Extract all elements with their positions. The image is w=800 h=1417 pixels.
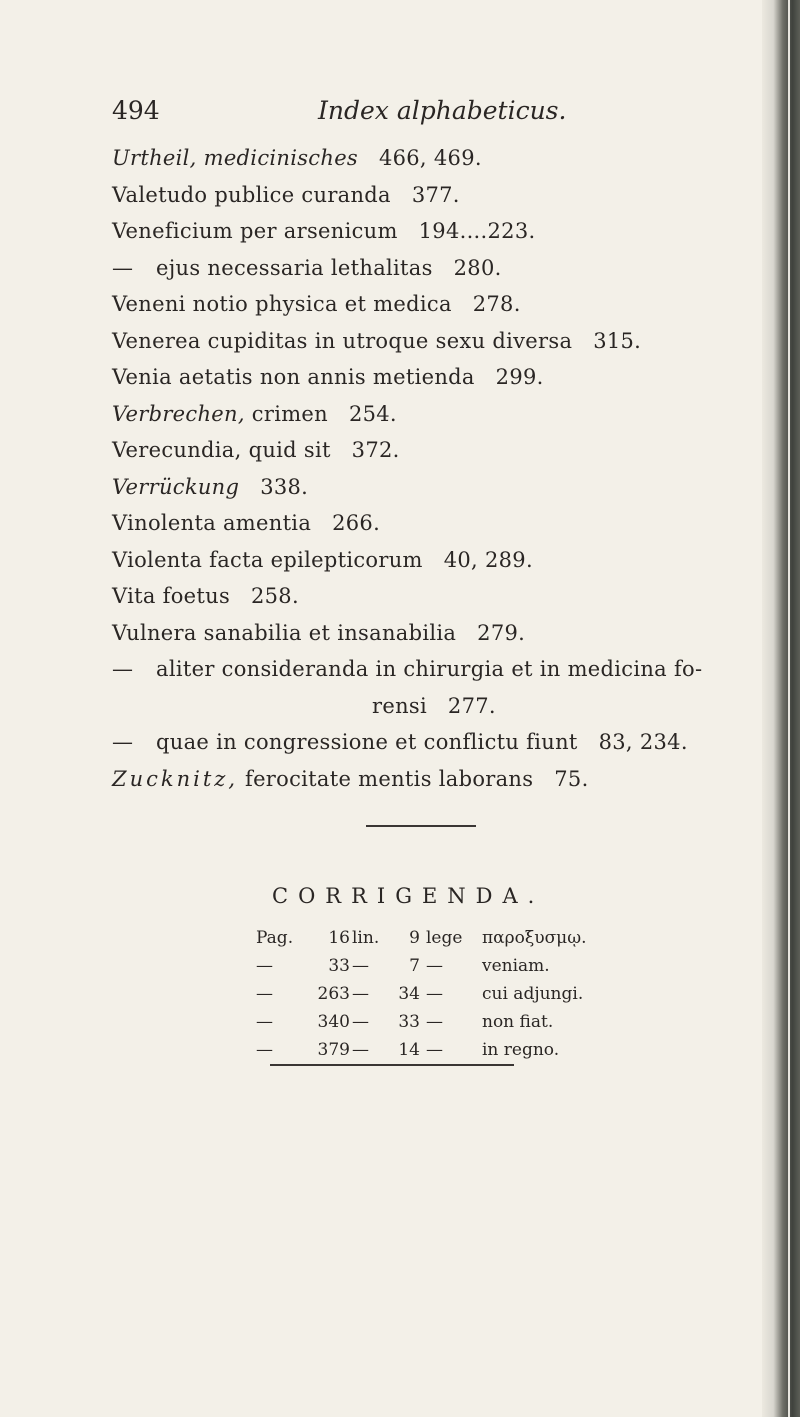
- entry-refs: 338.: [260, 474, 309, 499]
- corrigenda-correction: non fiat.: [482, 1012, 554, 1032]
- entry-head: Verrückung: [112, 474, 240, 499]
- index-entry: [112, 688, 792, 725]
- entry-text: quae in congressione et conflictu fiunt: [156, 730, 578, 754]
- index-entry: [112, 469, 792, 506]
- entry-refs: 299.: [495, 365, 544, 389]
- entry-refs: 40, 289.: [443, 547, 533, 572]
- entry-text: Violenta facta epilepticorum: [112, 547, 423, 572]
- entry-refs: 466, 469.: [378, 146, 482, 170]
- entry-text: Veneficium per arsenicum: [112, 219, 398, 243]
- entry-refs: 83, 234.: [598, 730, 688, 754]
- corrigenda-lin: lin.: [352, 928, 380, 948]
- corrigenda-pag: Pag.: [256, 928, 294, 948]
- corrigenda-page: 379: [317, 1040, 350, 1060]
- entry-head: Verbrechen,: [112, 401, 245, 426]
- entry-text: Vita foetus: [112, 584, 231, 608]
- corrigenda-line: 14: [398, 1040, 420, 1060]
- corrigenda-lege: —: [426, 984, 443, 1004]
- corrigenda-lege: —: [426, 1040, 443, 1060]
- index-entry: [112, 615, 792, 652]
- entry-text: Verecundia, quid sit: [112, 438, 331, 462]
- entry-text: Vinolenta amentia: [112, 511, 312, 535]
- entry-refs: 194....223.: [418, 219, 536, 243]
- entry-refs: 254.: [348, 401, 397, 426]
- corrigenda-lin: —: [352, 956, 369, 976]
- entry-dash: —: [112, 657, 134, 681]
- corrigenda-lin: —: [352, 984, 369, 1004]
- corrigenda-lin: —: [352, 1040, 369, 1060]
- entry-refs: 315.: [593, 328, 642, 353]
- corrigenda-title: CORRIGENDA.: [272, 884, 545, 908]
- index-entry: [112, 651, 792, 688]
- entry-head: Zucknitz,: [112, 766, 239, 791]
- index-entry: [112, 286, 792, 323]
- corrigenda-lin: —: [352, 1012, 369, 1032]
- index-entries: [112, 140, 792, 797]
- corrigenda-lege: lege: [426, 928, 463, 948]
- corrigenda-pag: —: [256, 1040, 273, 1060]
- entry-text: Venia aetatis non annis metienda: [112, 365, 475, 389]
- index-entry: [112, 396, 792, 433]
- entry-refs: 280.: [453, 255, 502, 280]
- corrigenda-line: 7: [409, 956, 420, 976]
- page-number: 494: [112, 96, 160, 125]
- corrigenda-pag: —: [256, 1012, 273, 1032]
- page-header: [112, 96, 712, 136]
- entry-refs: 277.: [447, 693, 496, 718]
- index-entry: [112, 505, 792, 542]
- entry-dash: —: [112, 730, 134, 754]
- divider-bottom: [270, 1064, 514, 1066]
- corrigenda-correction: cui adjungi.: [482, 984, 584, 1004]
- entry-dash: —: [112, 255, 134, 280]
- corrigenda-lege: —: [426, 1012, 443, 1032]
- entry-refs: 278.: [472, 292, 521, 316]
- entry-text: crimen: [244, 401, 328, 426]
- entry-text: Venerea cupiditas in utroque sexu diversa: [112, 328, 573, 353]
- corrigenda-page: 263: [317, 984, 350, 1004]
- corrigenda-correction: in regno.: [482, 1040, 560, 1060]
- corrigenda-line: 33: [398, 1012, 420, 1032]
- corrigenda-page: 340: [317, 1012, 350, 1032]
- running-title: Index alphabeticus.: [318, 96, 567, 125]
- entry-refs: 377.: [411, 182, 460, 207]
- index-entry: [112, 323, 792, 360]
- entry-text: Vulnera sanabilia et insanabilia: [112, 620, 457, 645]
- corrigenda-line: 9: [409, 928, 420, 948]
- entry-text: medicinisches: [196, 146, 359, 170]
- entry-refs: 372.: [351, 438, 400, 462]
- index-entry: [112, 213, 792, 250]
- entry-text: ferocitate mentis laborans: [238, 766, 534, 791]
- corrigenda-page: 33: [328, 956, 350, 976]
- index-entry: [112, 724, 792, 761]
- corrigenda-page: 16: [328, 928, 350, 948]
- index-entry: [112, 359, 792, 396]
- corrigenda-correction: veniam.: [482, 956, 550, 976]
- index-entry: [112, 177, 792, 214]
- entry-refs: 266.: [332, 511, 381, 535]
- entry-refs: 75.: [554, 766, 589, 791]
- corrigenda-correction: παροξυσμῳ.: [482, 928, 587, 948]
- entry-text: Veneni notio physica et medica: [112, 292, 452, 316]
- entry-text: aliter consideranda in chirurgia et in medicina fo-: [156, 657, 703, 681]
- entry-refs: 279.: [477, 620, 526, 645]
- corrigenda-line: 34: [398, 984, 420, 1004]
- index-entry: [112, 542, 792, 579]
- index-entry: [112, 432, 792, 469]
- index-entry: [112, 578, 792, 615]
- corrigenda-pag: —: [256, 956, 273, 976]
- corrigenda-lege: —: [426, 956, 443, 976]
- index-entry: [112, 250, 792, 287]
- entry-text: ejus necessaria lethalitas: [156, 255, 433, 280]
- index-entry: [112, 140, 792, 177]
- index-entry: [112, 761, 792, 798]
- entry-head: Urtheil,: [112, 146, 197, 170]
- entry-text: rensi: [372, 693, 427, 718]
- divider-top: [366, 825, 476, 827]
- corrigenda-pag: —: [256, 984, 273, 1004]
- entry-text: Valetudo publice curanda: [112, 182, 391, 207]
- entry-refs: 258.: [250, 584, 299, 608]
